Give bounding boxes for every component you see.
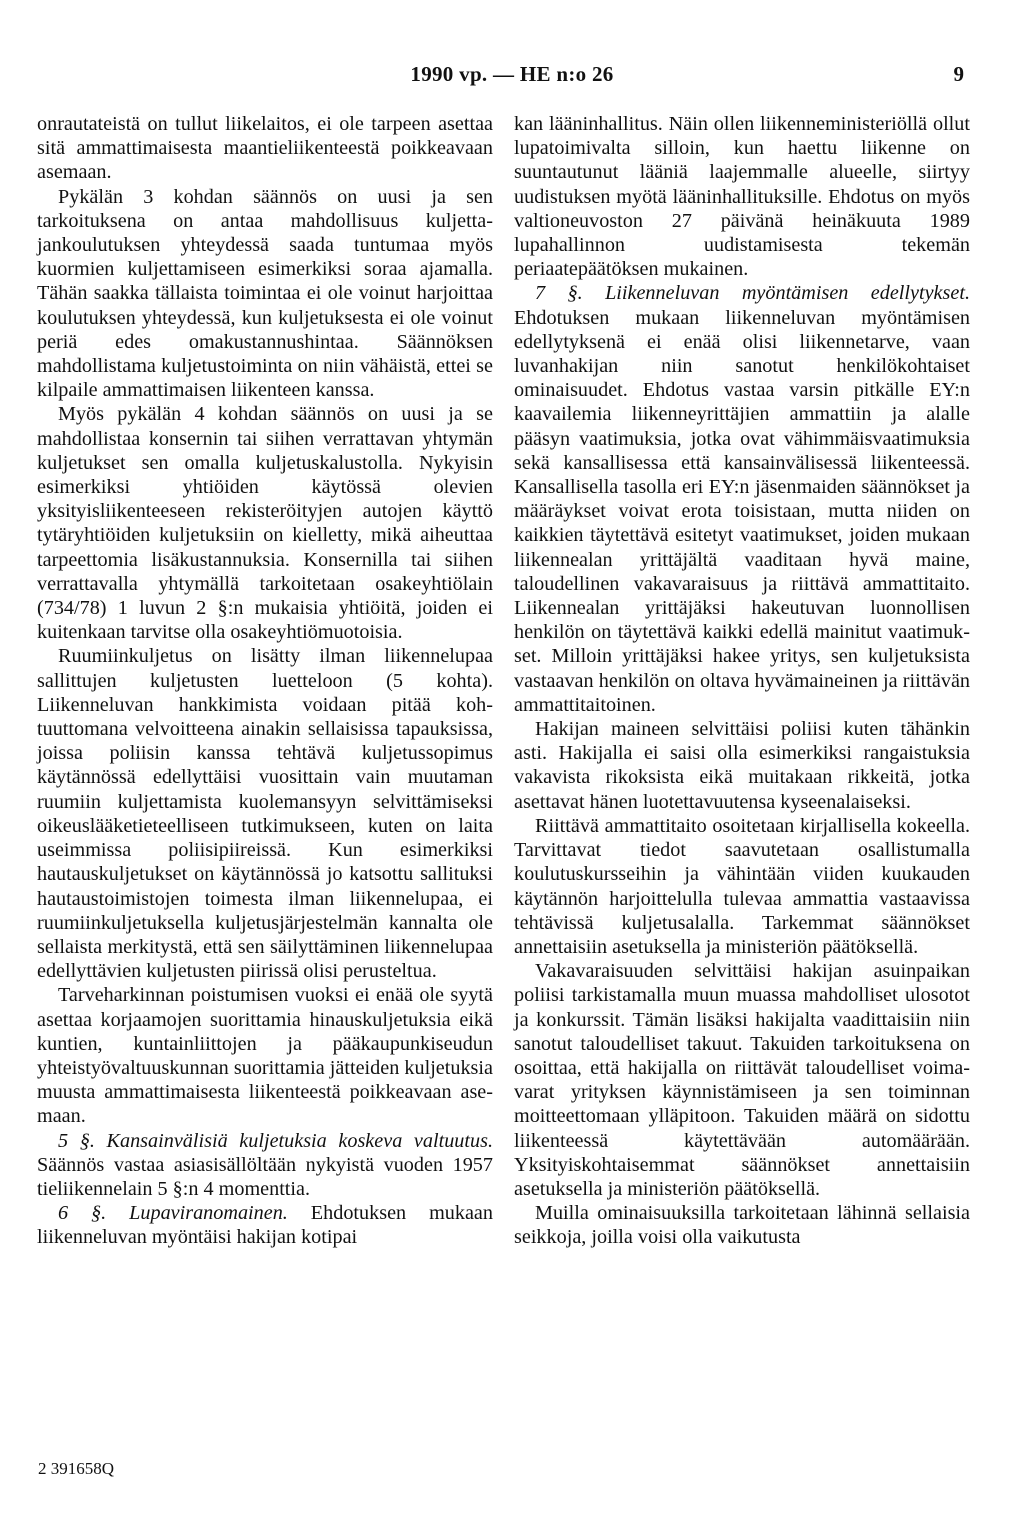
paragraph: onrautateistä on tullut liikelaitos, ei ole tarpeen asettaa sitä ammattimaisesta maantieliikenteestä poikkeavaan asemaan. [37,113,493,184]
section-text: Ehdotuksen mukaan liikenneluvan myöntäisi hakijan kotipai [37,1202,493,1249]
section-paragraph [37,1201,493,1249]
paragraph: Hakijan maineen selvittäisi poliisi kuten tähänkin asti. Hakijalla ei saisi olla esimerkiksi rangaistuksia vakavista rikoksista eikä muitakaan rikkeitä, jotka asettavat hänen luotettavuutensa kyseenalaiseksi. [514,718,970,813]
paragraph: Ruumiinkuljetus on lisätty ilman liikennelupaa sallittujen kuljetusten luetteloon (5 kohta). Liikenneluvan hankkimista voidaan pitää kohtuuttomana velvoitteena ainakin sellaisissa tapauksissa, joissa poliisin kanssa tehtävä kuljetussopimus käytännössä edellyttäisi vuosittain vain muutaman ruumiin kuljettamista kuolemansyyn selvittämiseksi oikeuslääketieteelliseen tutkimukseen, kuten on laita useimmissa poliisipiireissä. Kun esimerkiksi hautauskuljetukset on käytännössä jo katsottu sallituksi hautaustoimistojen toimesta ilman liikennelupaa, ei ruumiinkuljetuksella kuljetusjärjestelmän kannalta ole sellaista merkitystä, että sen säilyttäminen liikennelupaa edellyttävien kuljetusten piirissä olisi perusteltua. [37,645,493,983]
paragraph: Pykälän 3 kohdan säännös on uusi ja sen tarkoituksena on antaa mahdollisuus kuljettajankoulutuksen yhteydessä saada tuntumaa myös kuormien kuljettamiseen esimerkiksi soraa ajamalla. Tähän saakka tällaista toimintaa ei ole voinut harjoittaa koulutuksen yhteydessä, kun kuljetuksesta ei ole voinut periä edes omakustannushintaa. Säännöksen mahdollistama kuljetustoiminta on niin vähäistä, ettei se kilpaile ammattimaisen liikenteen kanssa. [37,185,493,402]
page-header [0,62,1024,90]
right-column [514,112,970,1250]
page-number: 9 [953,62,964,86]
paragraph: Tarveharkinnan poistumisen vuoksi ei enää ole syytä asettaa korjaamojen suorittamia hinauskuljetuksia eikä kuntien, kuntainliittojen ja pääkaupunkiseudun yhteistyövaltuuskunnan suorittamia jätteiden kuljetuksia muusta ammattimaisesta liikenteestä poikkeavaan asemaan. [37,984,493,1128]
paragraph: Vakavaraisuuden selvittäisi hakijan asuinpaikan poliisi tarkistamalla muun muassa mahdolliset ulosotot ja konkurssit. Tämän lisäksi hakijalta vaadittaisiin niin sanotut taloudelliset takuut. Takuiden tarkoituksena on osoittaa, että hakijalla on riittävät taloudelliset voimavarat yrityksen käynnistämiseen ja sen toiminnan moitteettomaan ylläpitoon. Takuiden määrä on sidottu liikenteessä käytettävään automäärään. Yksityiskohtaisemmat säännökset annettaisiin asetuksella ja ministeriön päätöksellä. [514,960,970,1200]
section-heading: 7 §. Liikenneluvan myöntämisen edellytykset. [535,282,970,305]
section-paragraph [37,1129,493,1202]
section-text: Ehdotuksen mukaan liikenneluvan myöntämisen edellytyksenä ei enää olisi liikennetarve, vaan luvanhakijan niin sanotut henkilökohtaiset ominaisuudet. Ehdotus vastaa varsin pitkälle EY:n kaavailemia liikenneyrittäjien ammattiin ja alalle pääsyn vaatimuksia, jotka ovat vähimmäisvaatimuksia sekä kansallisessa että kansainvälisessä liikenteessä. Kansallisella tasolla eri EY:n jäsenmaiden säännökset ja määräykset voivat erota toisistaan, mutta niiden on kaikkien täytettävä esitetyt vaatimukset, joiden mukaan liikennealan yrittäjältä vaaditaan hyvä maine, taloudellinen vakavaraisuus ja riittävä ammattitaito. Liikennealan yrittäjäksi hakeutuvan luonnollisen henkilön on täytettävä kaikki edellä mainitut vaatimukset. Milloin yrittäjäksi hakee yritys, sen kuljetuksista vastaavan henkilön on oltava hyvämaineinen ja riittävän ammattitaitoinen. [514,306,970,716]
paragraph: Myös pykälän 4 kohdan säännös on uusi ja se mahdollistaa konsernin tai siihen verrattavan yhtymän kuljetukset sen omalla kuljetuskalustolla. Nykyisin esimerkiksi yhtiöiden käytössä olevien yksityisliikenteeseen rekisteröityjen autojen käyttö tytäryhtiöiden kuljetuksiin on kielletty, mikä aiheuttaa tarpeettomia lisäkustannuksia. Konsernilla tai siihen verrattavalla yhtymällä tarkoitetaan osakeyhtiölain (734/78) 1 luvun 2 §:n mukaisia yhtiöitä, joiden ei kuitenkaan tarvitse olla osakeyhtiömuotoisia. [37,403,493,644]
section-heading: 6 §. Lupaviranomainen. [58,1202,288,1225]
left-column [37,112,493,1250]
paragraph: Riittävä ammattitaito osoitetaan kirjallisella kokeella. Tarvittavat tiedot saavutetaan osallistumalla koulutuskursseihin ja vähintään viiden kuukauden käytännön harjoittelulla tulevaa ammattia vastaavissa tehtävissä kuljetusalalla. Tarkemmat säännökset annettaisiin asetuksella ja ministeriön päätöksellä. [514,814,970,958]
paragraph: Muilla ominaisuuksilla tarkoitetaan lähinnä sellaisia seikkoja, joilla voisi olla vaikutusta [514,1202,970,1249]
paragraph: kan lääninhallitus. Näin ollen liikenneministeriöllä ollut lupatoimivalta silloin, kun haettu liikenne on suuntautunut lääniä laajemmalle alueelle, siirtyy uudistuksen myötä lääninhallituksille. Ehdotus on myös valtioneuvoston 27 päivänä heinäkuuta 1989 lupahallinnon uudistamisesta tekemän periaatepäätöksen mukainen. [514,113,970,281]
section-text: Säännös vastaa asiasisällöltään nykyistä vuoden 1957 tieliikennelain 5 §:n 4 momenttia. [37,1153,493,1200]
section-heading: 5 §. Kansainvälisiä kuljetuksia koskeva valtuutus. [58,1129,493,1152]
print-code: 2 391658Q [38,1459,115,1478]
section-paragraph [514,281,970,717]
running-title: 1990 vp. — HE n:o 26 [410,62,614,86]
